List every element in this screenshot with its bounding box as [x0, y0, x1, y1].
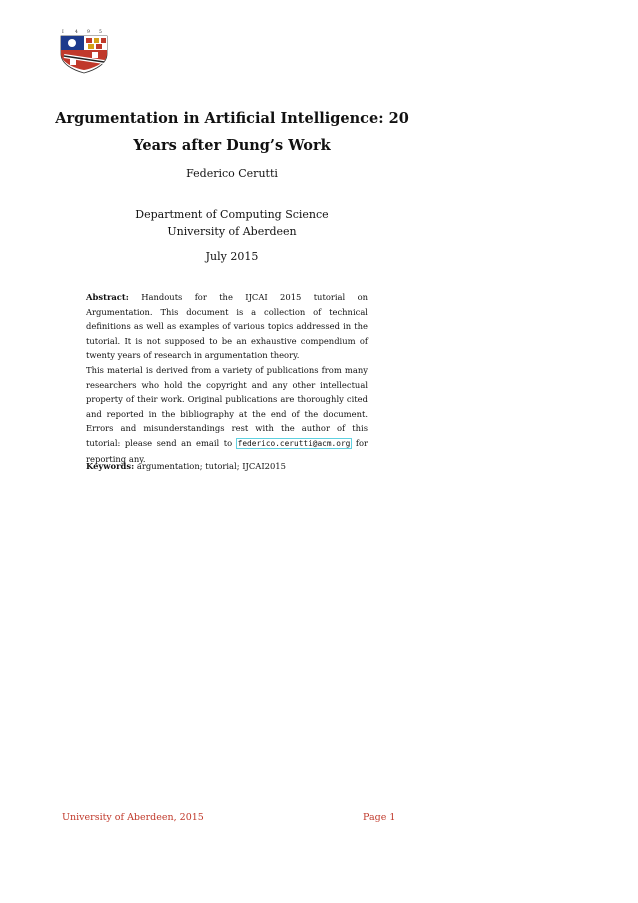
paper-date: July 2015 [205, 250, 259, 263]
keywords-text: argumentation; tutorial; IJCAI2015 [136, 461, 286, 471]
author-name: Federico Cerutti [186, 167, 278, 180]
abstract-label: Abstract: [86, 292, 129, 302]
abstract-paragraph-1 [86, 290, 368, 363]
affiliation-department: Department of Computing Science [135, 208, 329, 221]
keywords-line [86, 459, 386, 473]
abstract-paragraph-2 [86, 363, 368, 466]
footer-page-number: Page 1 [363, 812, 396, 823]
crest-motto-letter: I [62, 30, 64, 35]
abstract-section [86, 290, 368, 466]
abstract-text-2-end: for reporting any. [86, 437, 369, 464]
footer-institution: University of Aberdeen, 2015 [62, 812, 204, 823]
affiliation-university: University of Aberdeen [167, 225, 297, 238]
keywords-label: Keywords: [86, 461, 135, 471]
crest-motto-letter: 5 [99, 30, 102, 35]
crest-motto-letter: 4 [75, 30, 78, 35]
abstract-text-2: This material is derived from a variety of publications from many researchers who hold the copyright and any other intellectual property of their work. Original publications are thoroughly cited and reported in the bibliography at the end of the document. Errors and misunderstandings rest with the author of this tutorial: please send an email to [86, 364, 368, 448]
crest-motto-letter: 9 [87, 30, 90, 35]
university-crest-logo [58, 28, 110, 74]
abstract-text-1: Handouts for the IJCAI 2015 tutorial on Argumentation. This document is a collection of technical definitions as well as examples of various topics addressed in the tutorial. It is not supposed to be an exhaustive compendium of twenty years of research in argumentation theory. [86, 292, 369, 361]
paper-title: Argumentation in Artificial Intelligence: 20 Years after Dung’s Work [55, 110, 409, 154]
author-email-link[interactable]: federico.cerutti@acm.org [237, 438, 351, 448]
